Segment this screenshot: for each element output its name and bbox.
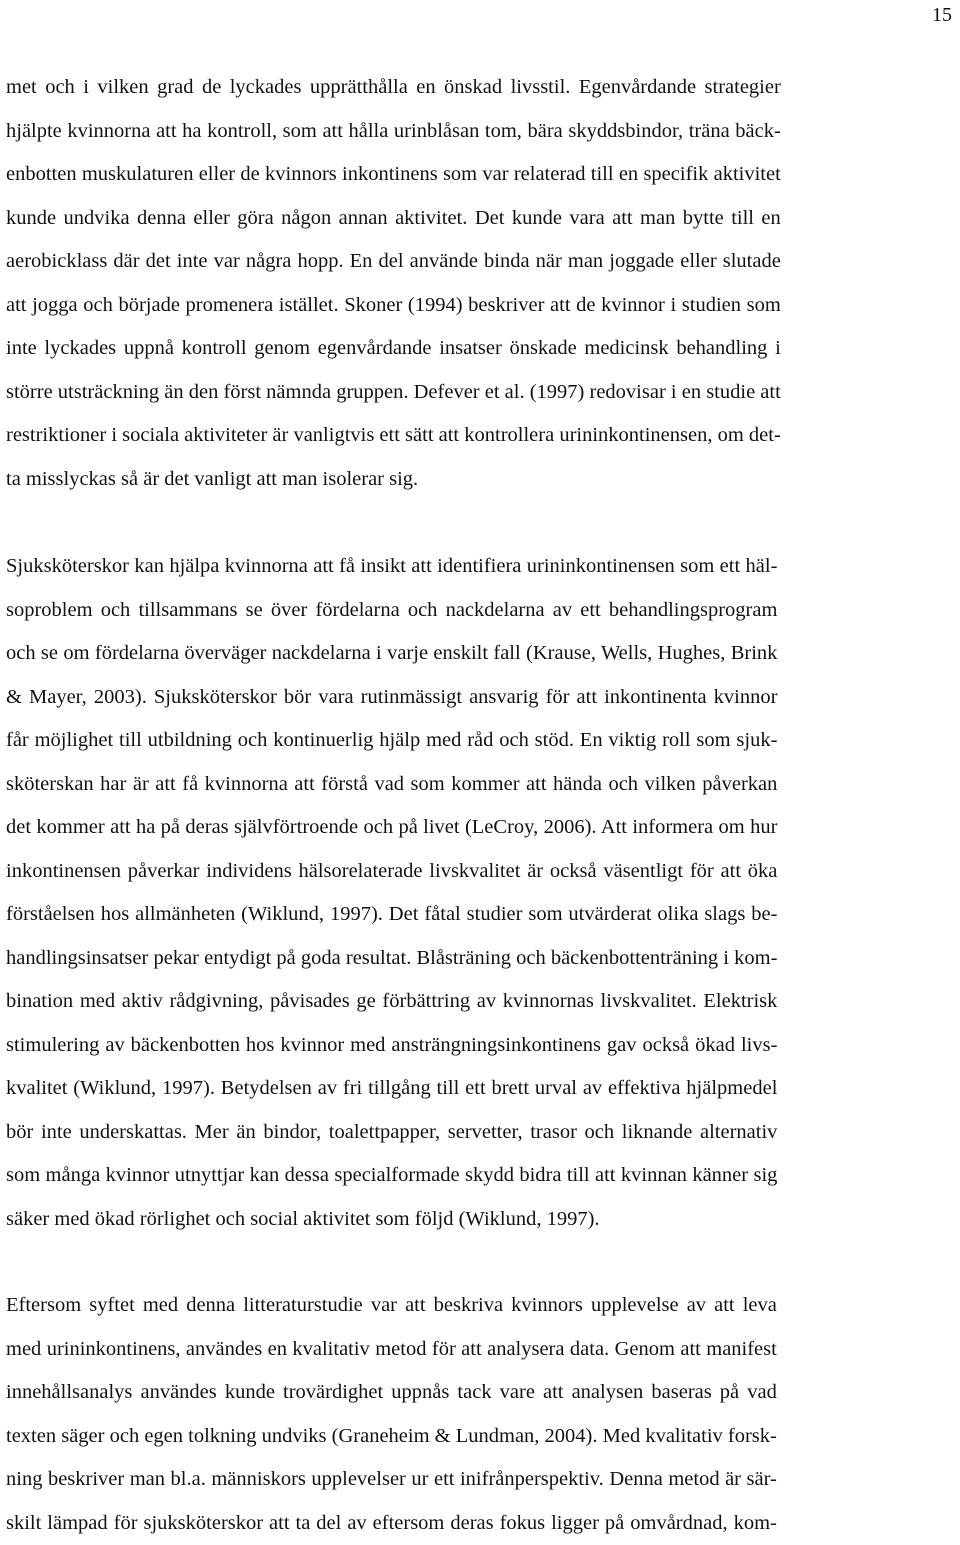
text-line: bination med aktiv rådgivning, påvisades ge förbättring av kvinnornas livskvalitet. Elektrisk	[6, 980, 777, 1024]
text-line: hjälpte kvinnorna att ha kontroll, som att hålla urinblåsan tom, bära skyddsbindor, träna bäck-	[6, 110, 781, 154]
text-line: och se om fördelarna överväger nackdelarna i varje enskilt fall (Krause, Wells, Hughes, Brink	[6, 632, 777, 676]
text-line: soproblem och tillsammans se över fördelarna och nackdelarna av ett behandlingsprogram	[6, 589, 777, 633]
text-line: med urininkontinens, användes en kvalitativ metod för att analysera data. Genom att manifest	[6, 1328, 777, 1372]
text-line: att jogga och började promenera istället. Skoner (1994) beskriver att de kvinnor i studien som	[6, 284, 781, 328]
paragraph-2	[6, 545, 777, 1241]
text-line: sköterskan har är att få kvinnorna att förstå vad som kommer att hända och vilken påverkan	[6, 763, 777, 807]
text-line: aerobicklass där det inte var några hopp. En del använde binda när man joggade eller slutade	[6, 240, 781, 284]
text-line: restriktioner i sociala aktiviteter är vanligtvis ett sätt att kontrollera urininkontinensen, om det-	[6, 414, 781, 458]
text-line: Eftersom syftet med denna litteraturstudie var att beskriva kvinnors upplevelse av att leva	[6, 1284, 777, 1328]
text-line: får möjlighet till utbildning och kontinuerlig hjälp med råd och stöd. En viktig roll som sjuk-	[6, 719, 777, 763]
text-line: handlingsinsatser pekar entydigt på goda resultat. Blåsträning och bäckenbottenträning i kom-	[6, 937, 777, 981]
text-line: större utsträckning än den först nämnda gruppen. Defever et al. (1997) redovisar i en studie att	[6, 371, 781, 415]
text-line: ta misslyckas så är det vanligt att man isolerar sig.	[6, 458, 781, 502]
paragraph-1	[6, 66, 781, 501]
text-line: & Mayer, 2003). Sjuksköterskor bör vara rutinmässigt ansvarig för att inkontinenta kvinnor	[6, 676, 777, 720]
text-line: Sjuksköterskor kan hjälpa kvinnorna att få insikt att identifiera urininkontinensen som ett häl-	[6, 545, 777, 589]
text-line: ning beskriver man bl.a. människors upplevelser ur ett inifrånperspektiv. Denna metod är sär-	[6, 1458, 777, 1502]
paragraph-3	[6, 1284, 777, 1545]
text-line: met och i vilken grad de lyckades upprätthålla en önskad livsstil. Egenvårdande strategier	[6, 66, 781, 110]
text-line: det kommer att ha på deras självförtroende och på livet (LeCroy, 2006). Att informera om hur	[6, 806, 777, 850]
text-line: som många kvinnor utnyttjar kan dessa specialformade skydd bidra till att kvinnan känner sig	[6, 1154, 777, 1198]
text-line: säker med ökad rörlighet och social aktivitet som följd (Wiklund, 1997).	[6, 1198, 777, 1242]
text-line: inte lyckades uppnå kontroll genom egenvårdande insatser önskade medicinsk behandling i	[6, 327, 781, 371]
text-line: innehållsanalys användes kunde trovärdighet uppnås tack vare att analysen baseras på vad	[6, 1371, 777, 1415]
text-line: stimulering av bäckenbotten hos kvinnor med ansträngningsinkontinens gav också ökad livs-	[6, 1024, 777, 1068]
text-line: enbotten muskulaturen eller de kvinnors inkontinens som var relaterad till en specifik aktivitet	[6, 153, 781, 197]
text-line: texten säger och egen tolkning undviks (Graneheim & Lundman, 2004). Med kvalitativ forsk-	[6, 1415, 777, 1459]
text-line: kunde undvika denna eller göra någon annan aktivitet. Det kunde vara att man bytte till en	[6, 197, 781, 241]
page-number: 15	[932, 4, 952, 26]
text-line: skilt lämpad för sjuksköterskor att ta del av eftersom deras fokus ligger på omvårdnad, kom-	[6, 1502, 777, 1545]
text-line: bör inte underskattas. Mer än bindor, toalettpapper, servetter, trasor och liknande alternativ	[6, 1111, 777, 1155]
text-line: förståelsen hos allmänheten (Wiklund, 1997). Det fåtal studier som utvärderat olika slags be-	[6, 893, 777, 937]
text-line: inkontinensen påverkar individens hälsorelaterade livskvalitet är också väsentligt för att öka	[6, 850, 777, 894]
text-line: kvalitet (Wiklund, 1997). Betydelsen av fri tillgång till ett brett urval av effektiva hjälpmedel	[6, 1067, 777, 1111]
